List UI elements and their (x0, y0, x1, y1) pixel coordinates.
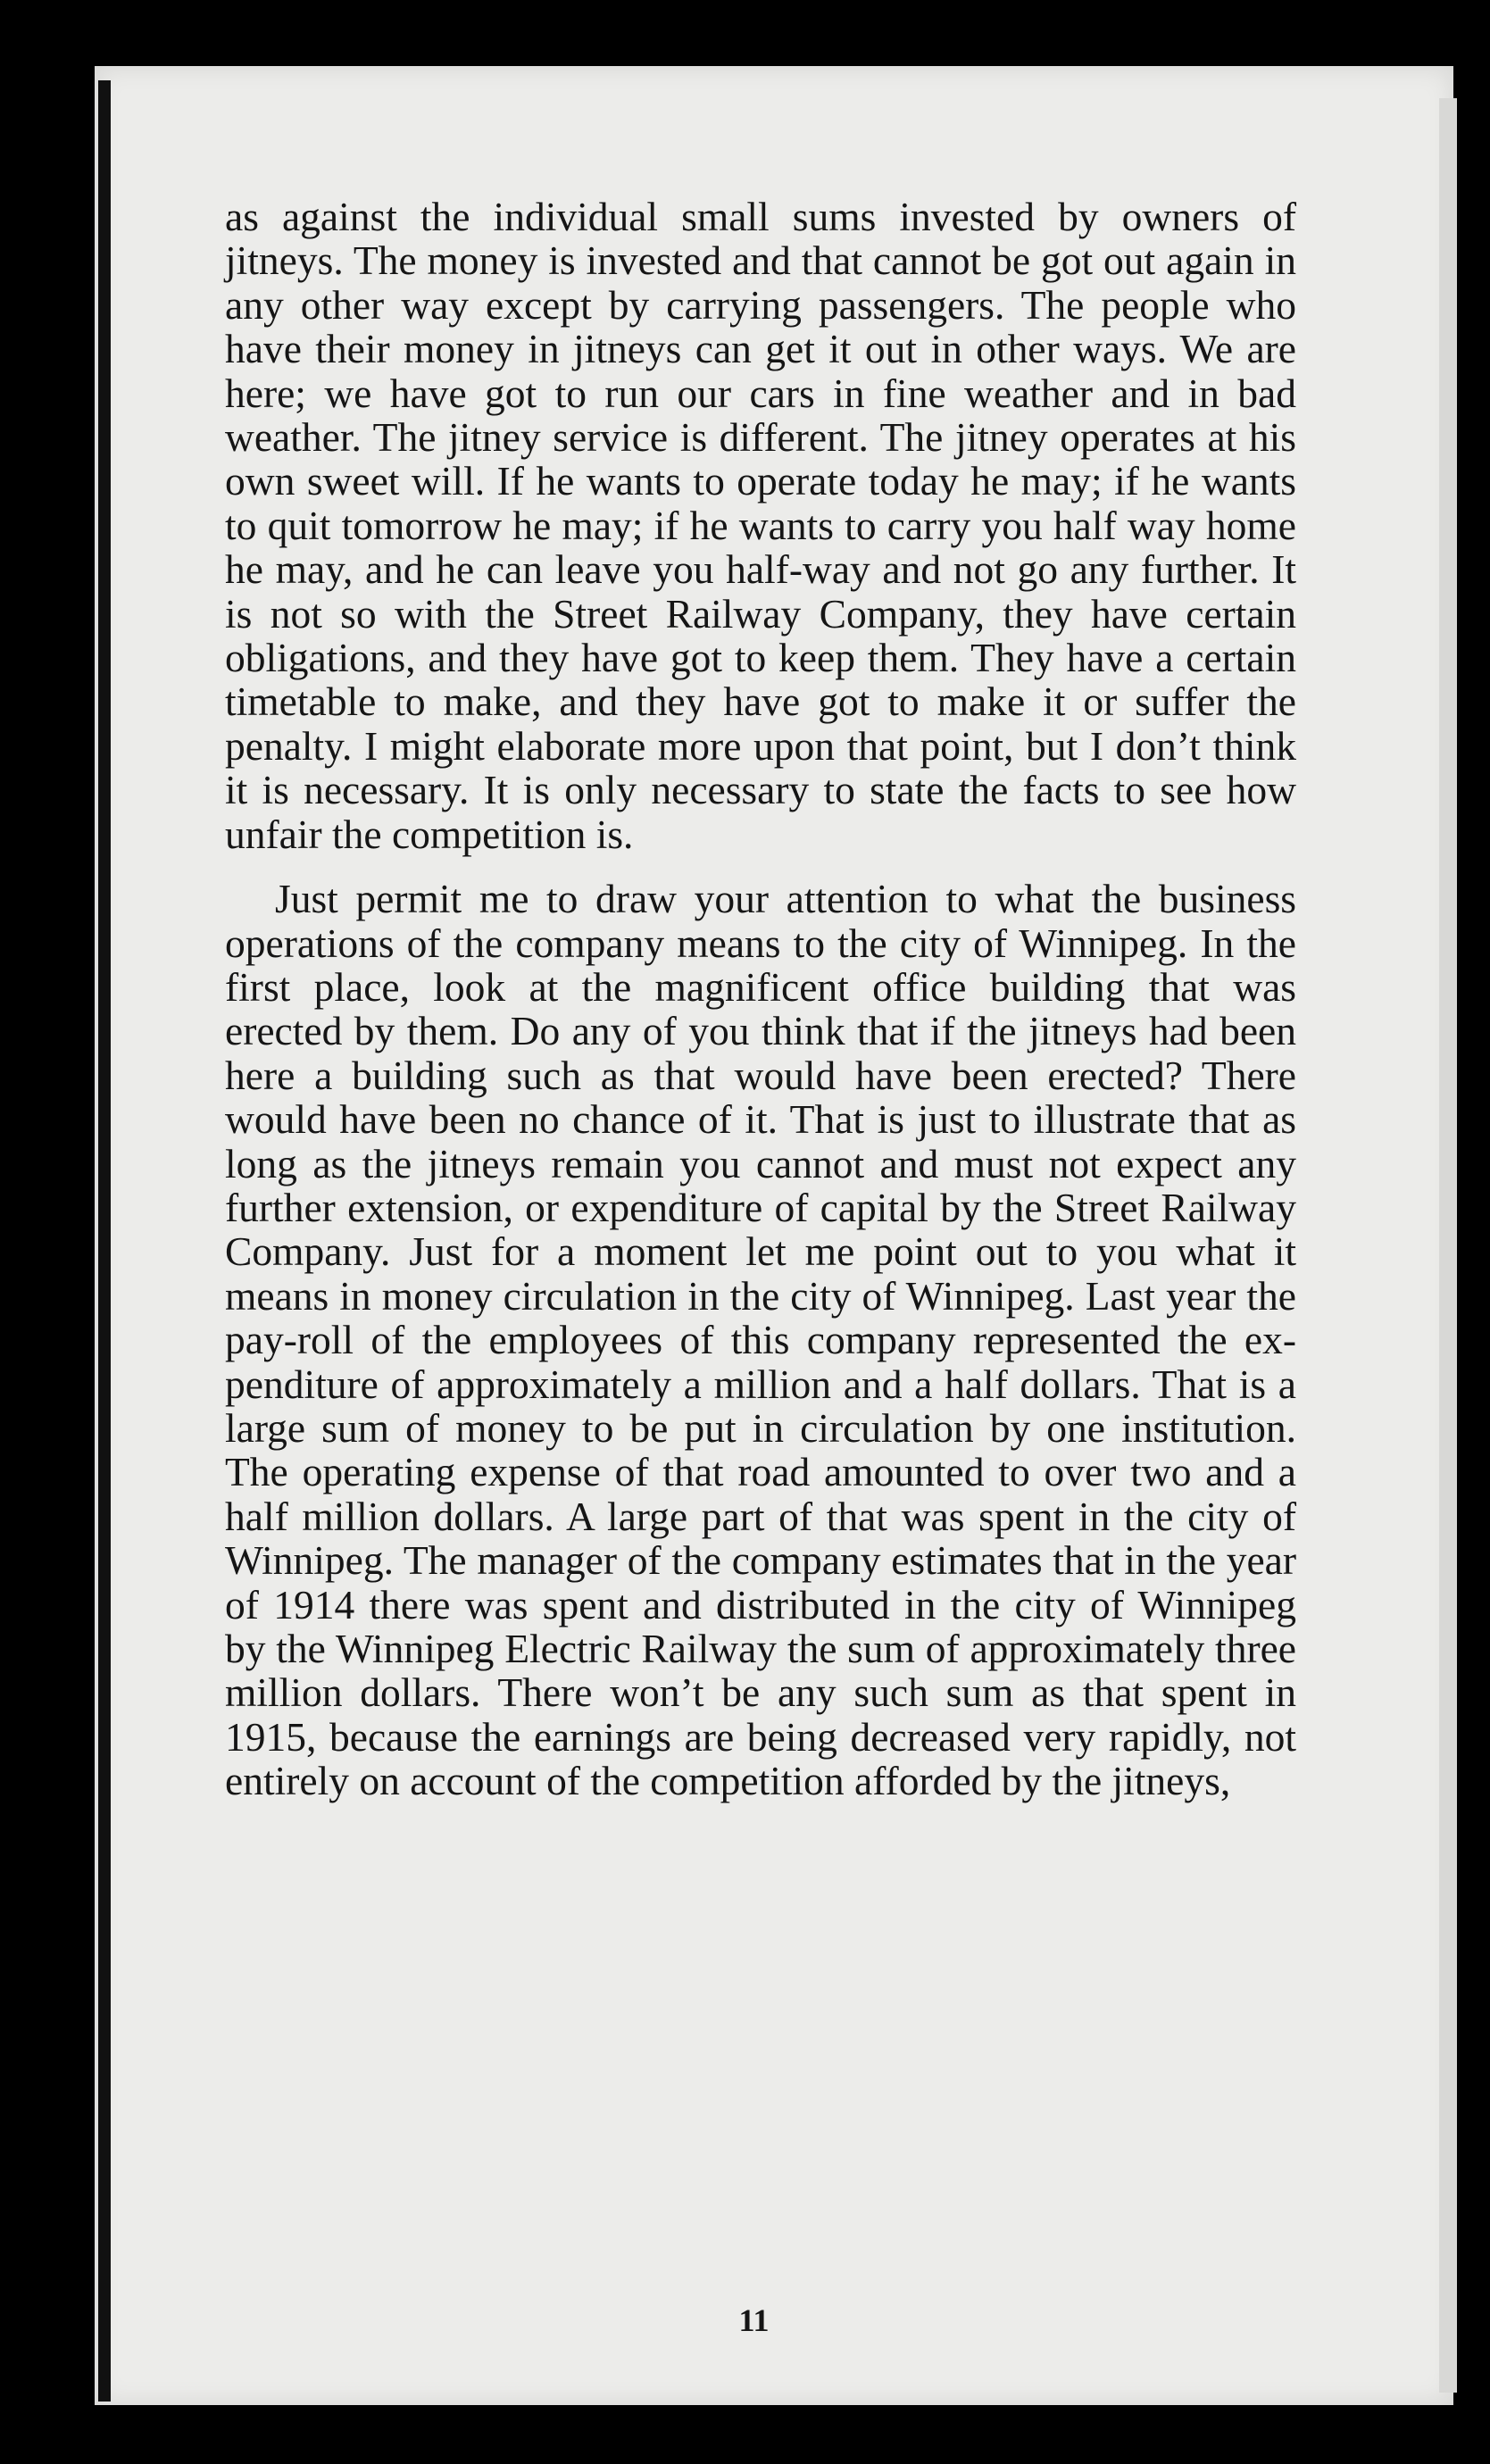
body-text (225, 195, 1296, 1803)
page-number: 11 (738, 2302, 770, 2338)
paragraph-1: as against the individual small sums invested by owners of jitneys. The money is invested and that cannot be got out again in any other way except by carrying passengers. The people who have their money in jitneys can get it out in other ways. We are here; we have got to run our cars in fine weather and in bad weather. The jitney service is different. The jitney operates at his own sweet will. If he wants to operate today he may; if he wants to quit tomorrow he may; if he wants to carry you half way home he may, and he can leave you half-way and not go any further. It is not so with the Street Railway Company, they have certain obligations, and they have got to keep them. They have a certain timetable to make, and they have got to make it or suffer the penalty. I might elaborate more upon that point, but I don’t think it is necessary. It is only necessary to state the facts to see how unfair the competition is. (225, 194, 1296, 857)
binding-gutter-line (98, 80, 111, 2402)
paragraph-2: Just permit me to draw your attention to what the business operations of the company means to the city of Winnipeg. In the first place, look at the magnificent office building that was erected by them. Do any of you think that if the jitneys had been here a building such as that would have been erected? There would have been no chance of it. That is just to illustrate that as long as the jitneys remain you cannot and must not expect any further extension, or expenditure of capital by the Street Railway Company. Just for a moment let me point out to you what it means in money circulation in the city of Winnipeg. Last year the pay-roll of the employees of this company represented the expenditure of approximately a million and a half dollars. That is a large sum of money to be put in circulation by one institution. The operating expense of that road amounted to over two and a half million dollars. A large part of that was spent in the city of Winnipeg. The manager of the company estimates that in the year of 1914 there was spent and distributed in the city of Winnipeg by the Winnipeg Electric Railway the sum of approximately three million dollars. There won’t be any such sum as that spent in 1915, because the earnings are being decreased very rapidly, not entirely on account of the competition afforded by the jitneys, (225, 876, 1296, 1804)
page-edge (1439, 98, 1457, 2393)
